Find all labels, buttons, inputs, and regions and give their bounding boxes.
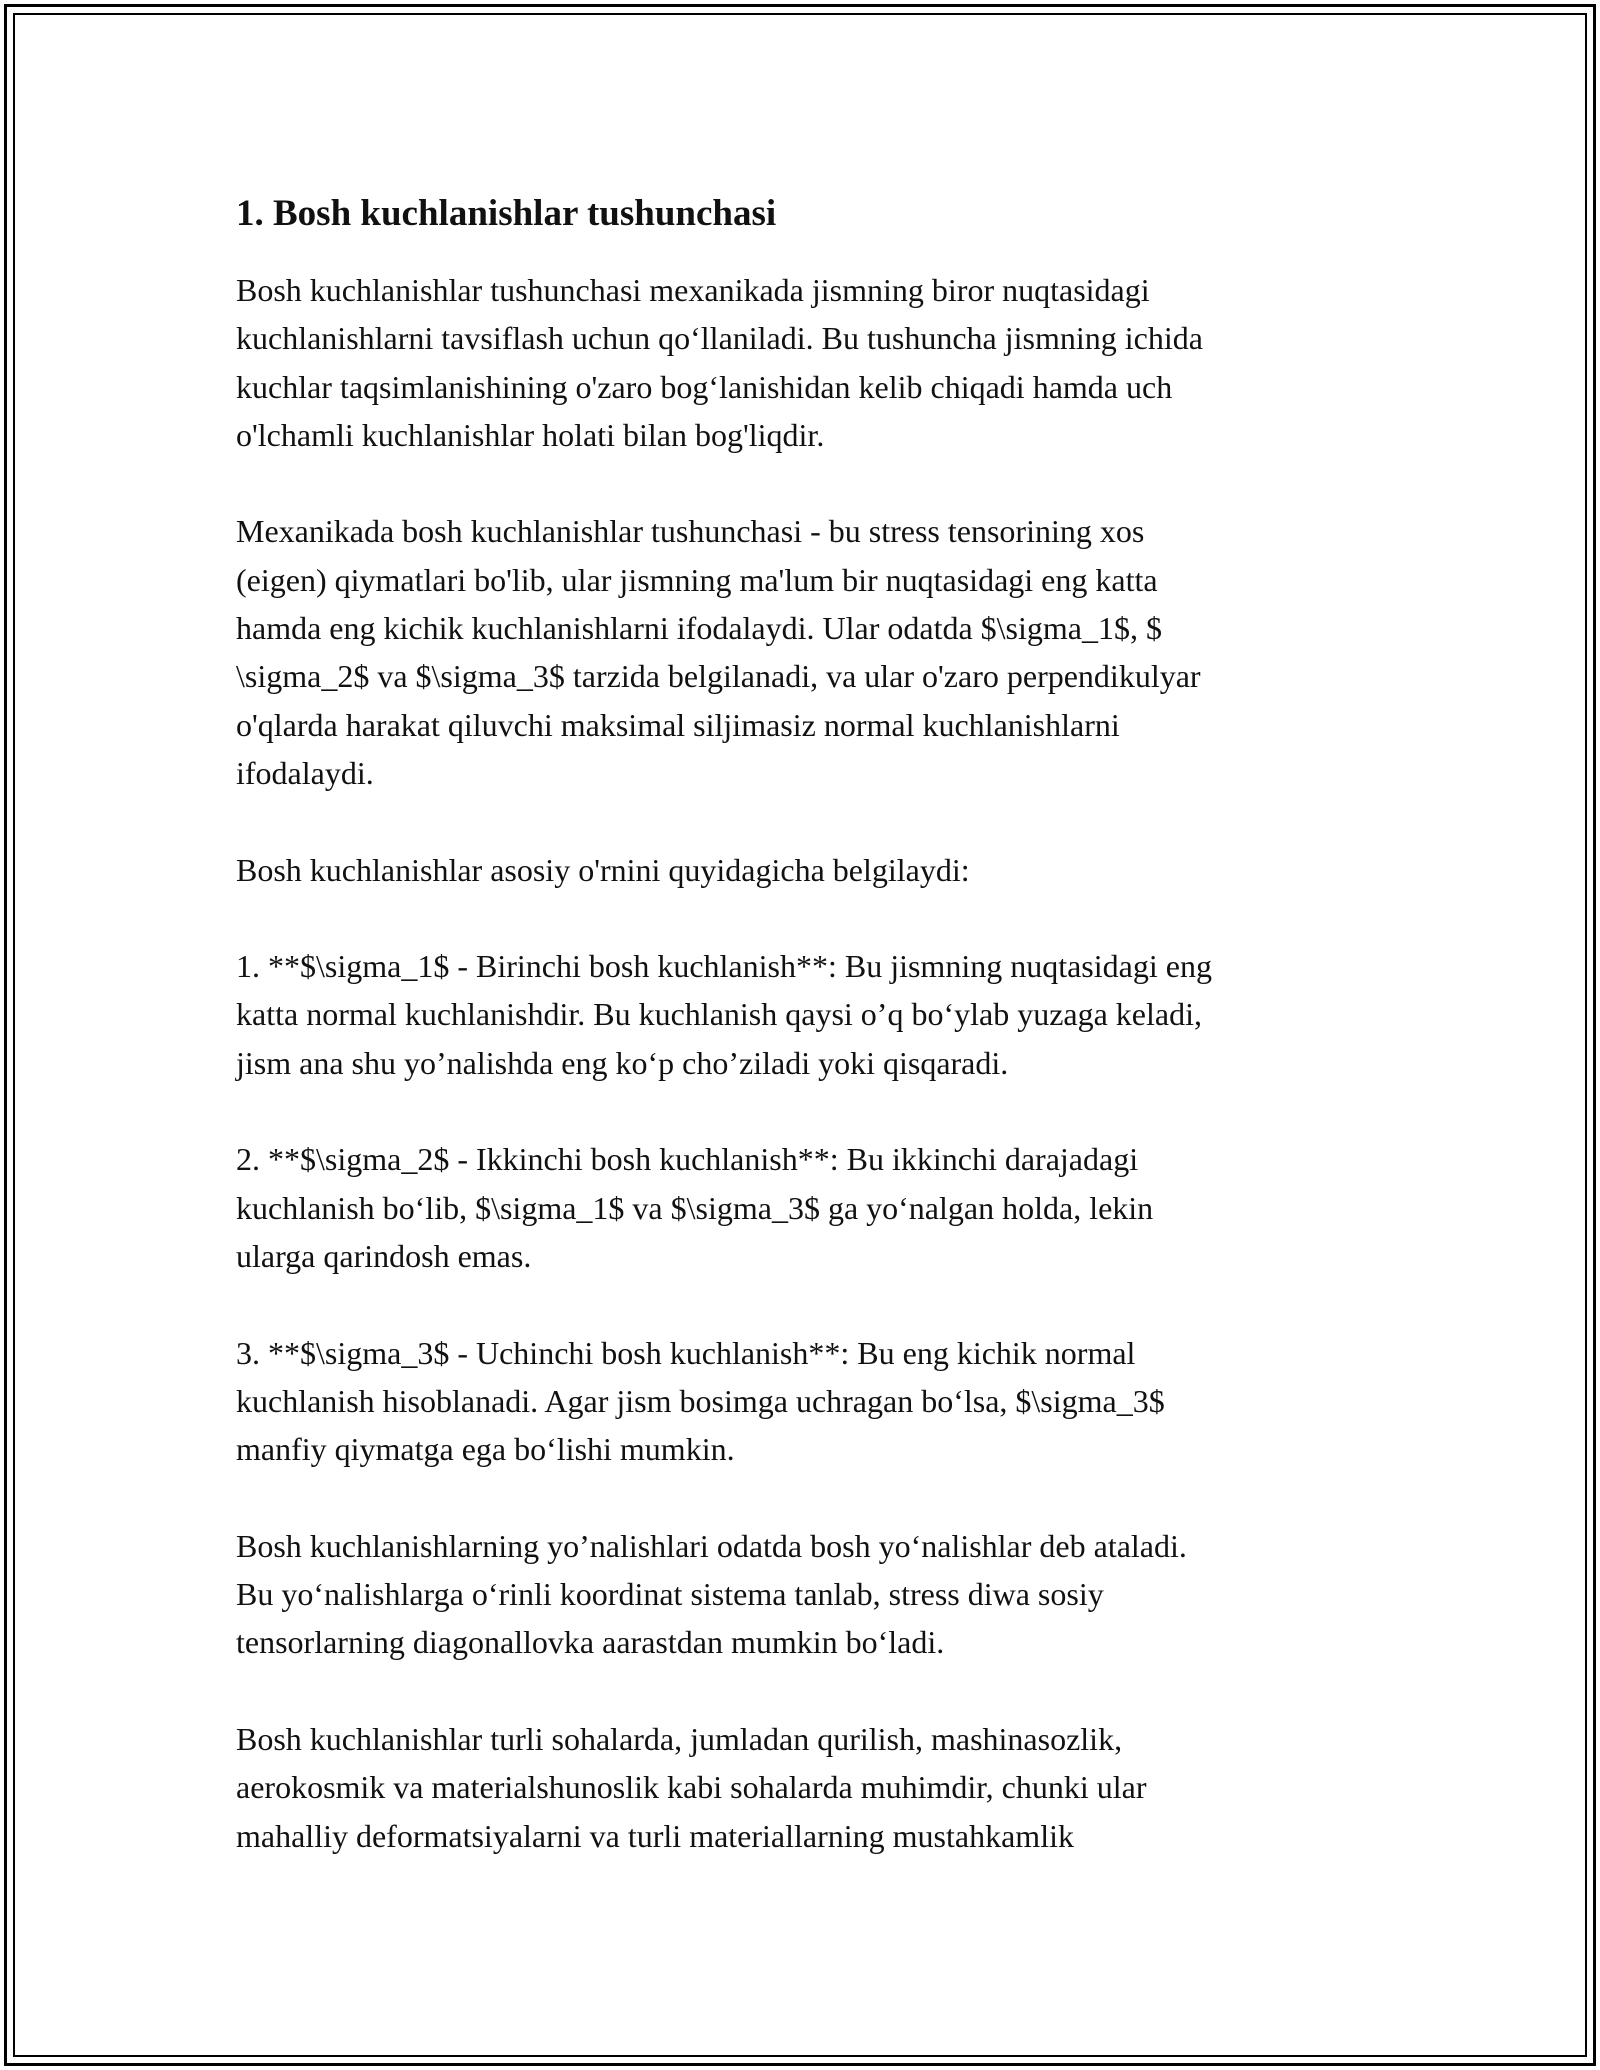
list-item-sigma-1: 1. **$\sigma_1$ - Birinchi bosh kuchlanish**: Bu jismning nuqtasidagi eng katta normal kuchlanishdir. Bu kuchlanish qaysi o’q bo‘ylab yuzaga keladi, jism ana shu yo’nalishda eng ko‘p cho’ziladi yoki qisqaradi. (236, 948, 1212, 1081)
list-item-sigma-3: 3. **$\sigma_3$ - Uchinchi bosh kuchlanish**: Bu eng kichik normal kuchlanish hisoblanadi. Agar jism bosimga uchragan bo‘lsa, $\sigma_3$ manfiy qiymatga ega bo‘lishi mumkin. (236, 1334, 1165, 1468)
document-body (236, 188, 1366, 1860)
paragraph-gap (236, 1280, 1366, 1328)
paragraph-definition: Mexanikada bosh kuchlanishlar tushunchasi - bu stress tensorining xos (eigen) qiymatlari bo'lib, ular jismning ma'lum bir nuqtasidagi eng katta hamda eng kichik kuchlanishlarni ifodalaydi. Ular odatda $\sigma_1$, $ \sigma_2$ va $\sigma_3$ tarzida belgilanadi, va ular o'zaro perpendikulyar o'qlarda harakat qiluvchi maksimal siljimasiz normal kuchlanishlarni ifodalaydi. (236, 513, 1201, 791)
paragraph-principal-directions: Bosh kuchlanishlarning yo’nalishlari odatda bosh yo‘nalishlar deb ataladi. Bu yo‘nalishlarga o‘rinli koordinat sistema tanlab, stress diwa sosiy tensorlarning diagonallovka aarastdan mumkin bo‘ladi. (236, 1527, 1187, 1661)
paragraph-gap (236, 797, 1366, 845)
paragraph-applications: Bosh kuchlanishlar turli sohalarda, jumladan qurilish, mashinasozlik, aerokosmik va materialshunoslik kabi sohalarda muhimdir, chunki ular mahalliy deformatsiyalarni va turli materiallarning mustahkamlik (236, 1720, 1147, 1854)
section-heading: 1. Bosh kuchlanishlar tushunchasi (236, 193, 777, 234)
paragraph-gap (236, 1667, 1366, 1715)
paragraph-gap (236, 459, 1366, 507)
paragraph-gap (236, 894, 1366, 942)
paragraph-intro: Bosh kuchlanishlar tushunchasi mexanikada jismning biror nuqtasidagi kuchlanishlarni tavsiflash uchun qo‘llaniladi. Bu tushuncha jismning ichida kuchlar taqsimlanishining o'zaro bog‘lanishidan kelib chiqadi hamda uch o'lchamli kuchlanishlar holati bilan bog'liqdir. (236, 272, 1203, 453)
paragraph-list-intro: Bosh kuchlanishlar asosiy o'rnini quyidagicha belgilaydi: (236, 851, 970, 888)
paragraph-gap (236, 1087, 1366, 1135)
list-item-sigma-2: 2. **$\sigma_2$ - Ikkinchi bosh kuchlanish**: Bu ikkinchi darajadagi kuchlanish bo‘lib, $\sigma_1$ va $\sigma_3$ ga yo‘nalgan holda, lekin ularga qarindosh emas. (236, 1141, 1154, 1274)
paragraph-gap (236, 1473, 1366, 1521)
